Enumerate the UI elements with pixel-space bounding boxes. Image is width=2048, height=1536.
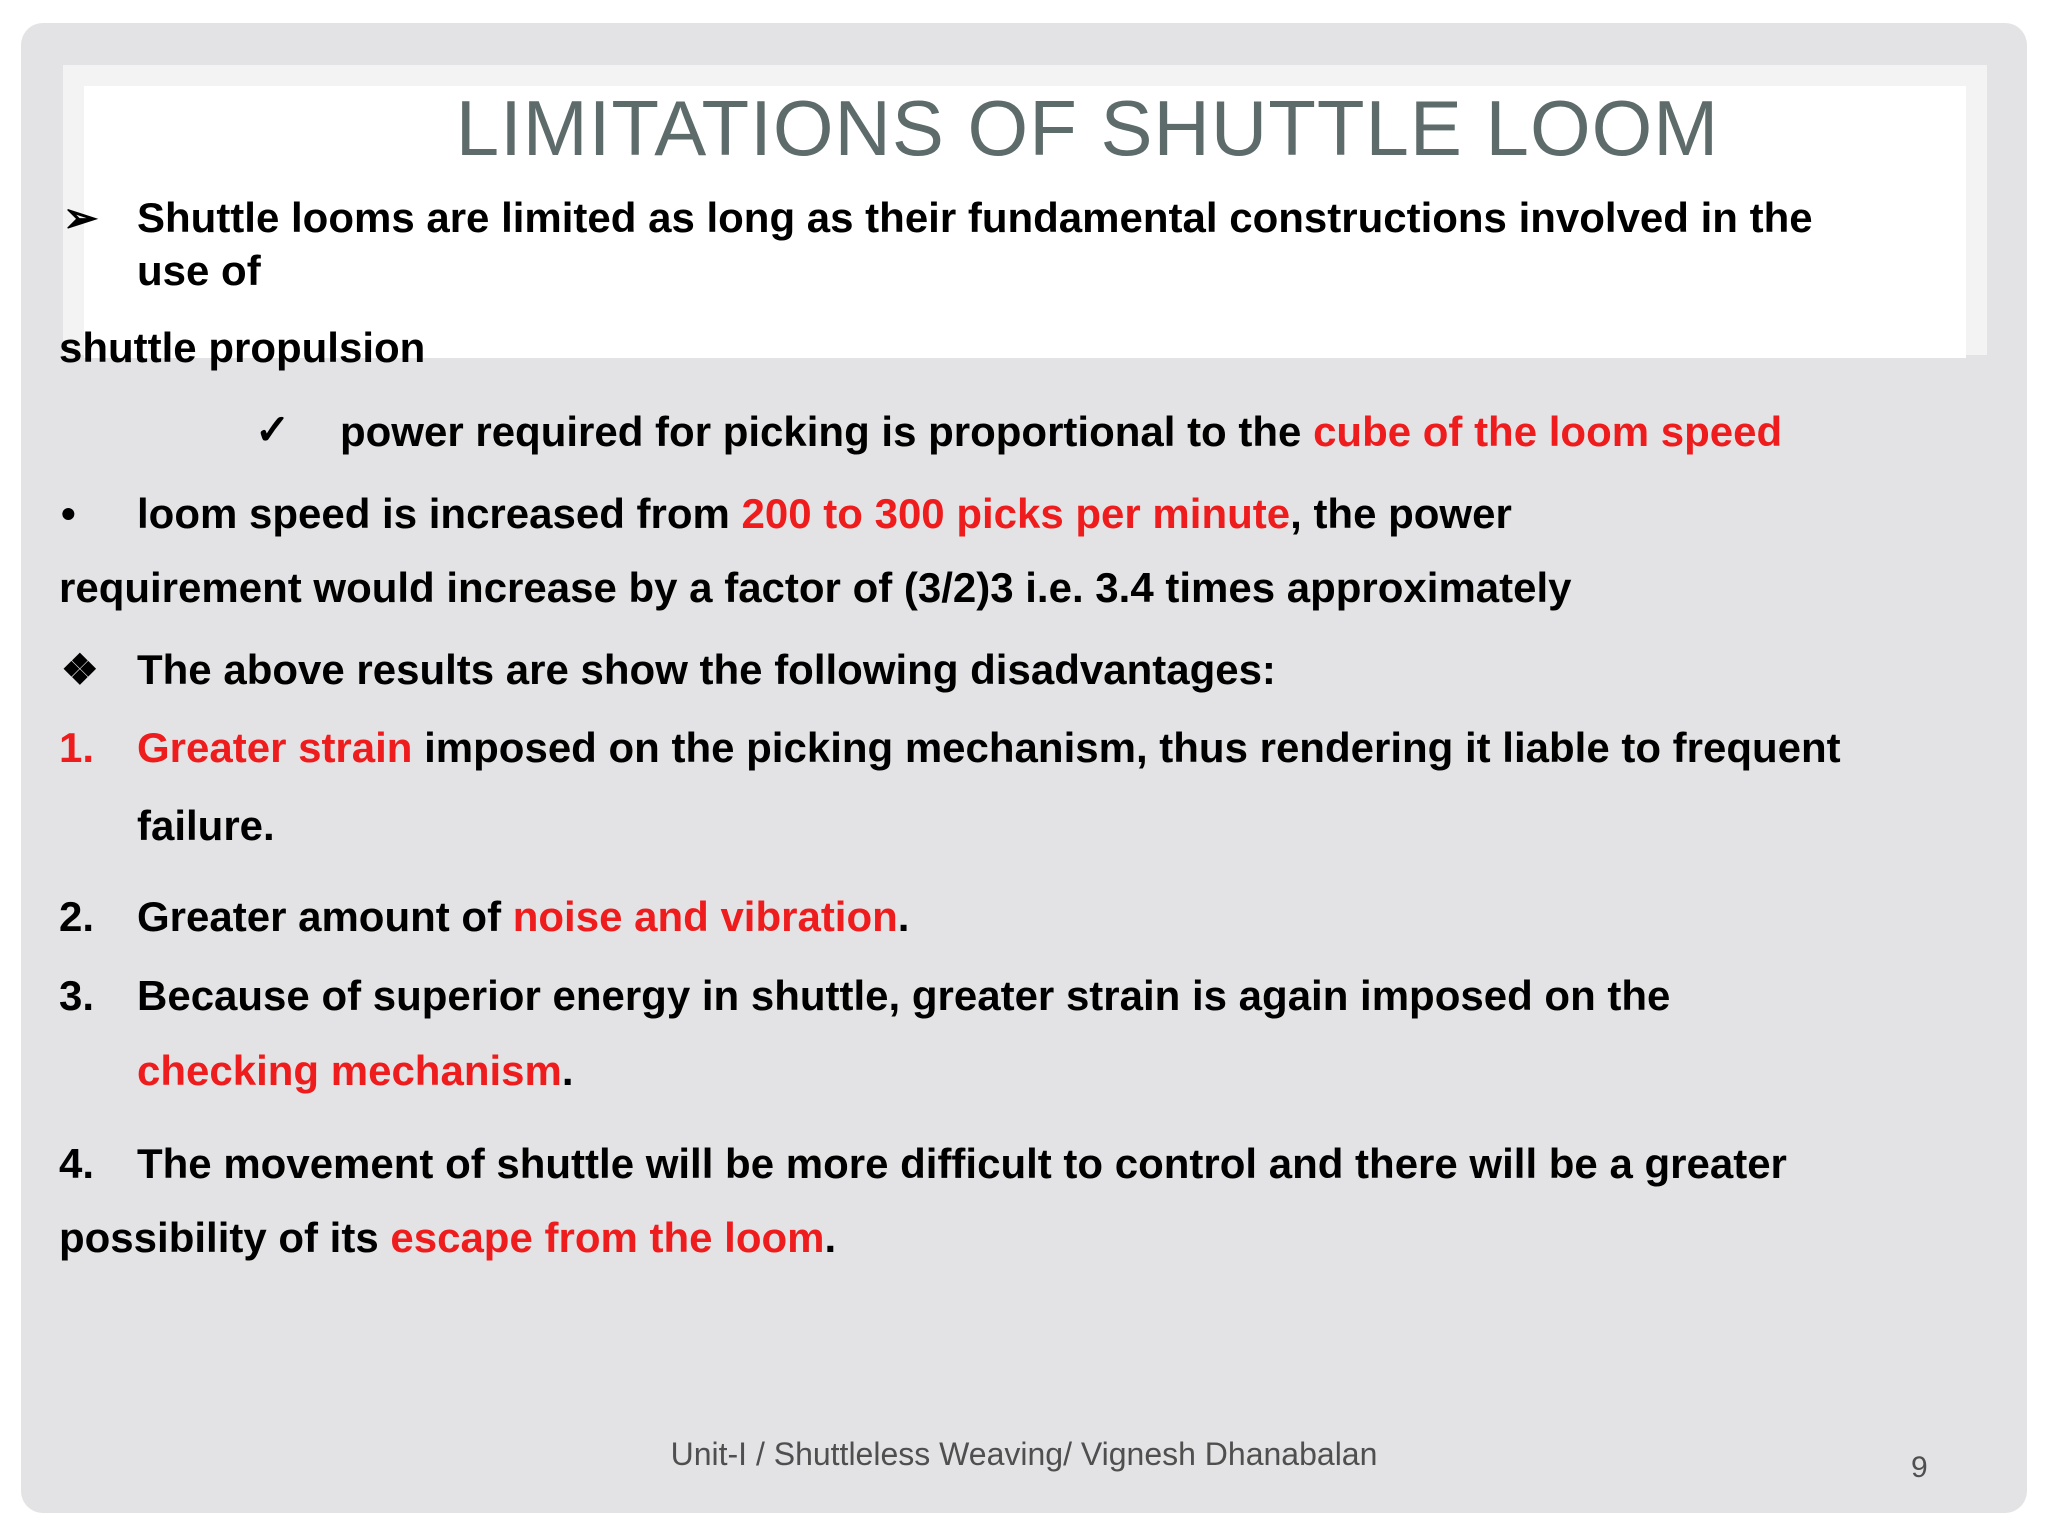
dot-highlight: 200 to 300 picks per minute — [741, 490, 1291, 537]
item-3-highlight: checking mechanism — [137, 1047, 562, 1094]
item-1-number: 1. — [59, 724, 95, 771]
item-3-text: Because of superior energy in shuttle, greater strain is again imposed on the — [137, 972, 1671, 1019]
check-highlight: cube of the loom speed — [1313, 408, 1783, 455]
page-number: 9 — [1911, 1451, 1928, 1484]
item-4-highlight: escape from the loom — [390, 1214, 825, 1261]
checkmark-icon: ✓ — [255, 406, 291, 453]
footer-text: Unit-I / Shuttleless Weaving/ Vignesh Dhanabalan — [670, 1436, 1378, 1472]
item-2-number: 2. — [59, 893, 95, 940]
item-4-line-2 — [59, 1213, 836, 1263]
item-1-text-a: imposed on the picking mechanism, thus rendering it liable to frequent — [412, 724, 1841, 771]
item-1-highlight: Greater strain — [137, 724, 413, 771]
item-4-text-b: . — [824, 1214, 837, 1261]
item-4-text: The movement of shuttle will be more difficult to control and there will be a greater — [137, 1140, 1787, 1187]
dot-text-a: loom speed is increased from — [137, 490, 742, 537]
dot-bullet-icon: • — [61, 490, 76, 537]
intro-line-2: use of — [137, 247, 261, 294]
slide-title: LIMITATIONS OF SHUTTLE LOOM — [455, 84, 1720, 172]
item-4-text-a: possibility of its — [59, 1214, 391, 1261]
diamond-bullet-text: The above results are show the following disadvantages: — [137, 646, 1276, 693]
slide — [21, 23, 2027, 1513]
dot-bullet-line-2: requirement would increase by a factor of (3/2)3 i.e. 3.4 times approximately — [59, 564, 1572, 611]
check-text: power required for picking is proportional to the — [340, 408, 1314, 455]
item-4-number: 4. — [59, 1140, 95, 1187]
arrow-bullet-icon: ➢ — [63, 194, 99, 241]
slide-footer — [21, 1436, 2027, 1473]
item-3-number: 3. — [59, 972, 95, 1019]
dot-text-b: , the power — [1290, 490, 1512, 537]
intro-line-3: shuttle propulsion — [59, 324, 426, 371]
item-2-text-a: Greater amount of — [137, 893, 513, 940]
item-2-highlight: noise and vibration — [512, 893, 898, 940]
item-3-text-b: . — [561, 1047, 574, 1094]
intro-line-1: Shuttle looms are limited as long as their fundamental constructions involved in the — [137, 194, 1813, 241]
item-3-line-2 — [137, 1046, 574, 1096]
item-1-text — [137, 723, 1841, 773]
check-bullet-text — [340, 407, 1782, 457]
diamond-bullet-icon: ❖ — [61, 646, 99, 693]
item-2-text — [137, 892, 909, 942]
item-1-line-2: failure. — [137, 802, 275, 849]
dot-bullet-text — [137, 489, 1512, 539]
item-2-text-b: . — [897, 893, 910, 940]
